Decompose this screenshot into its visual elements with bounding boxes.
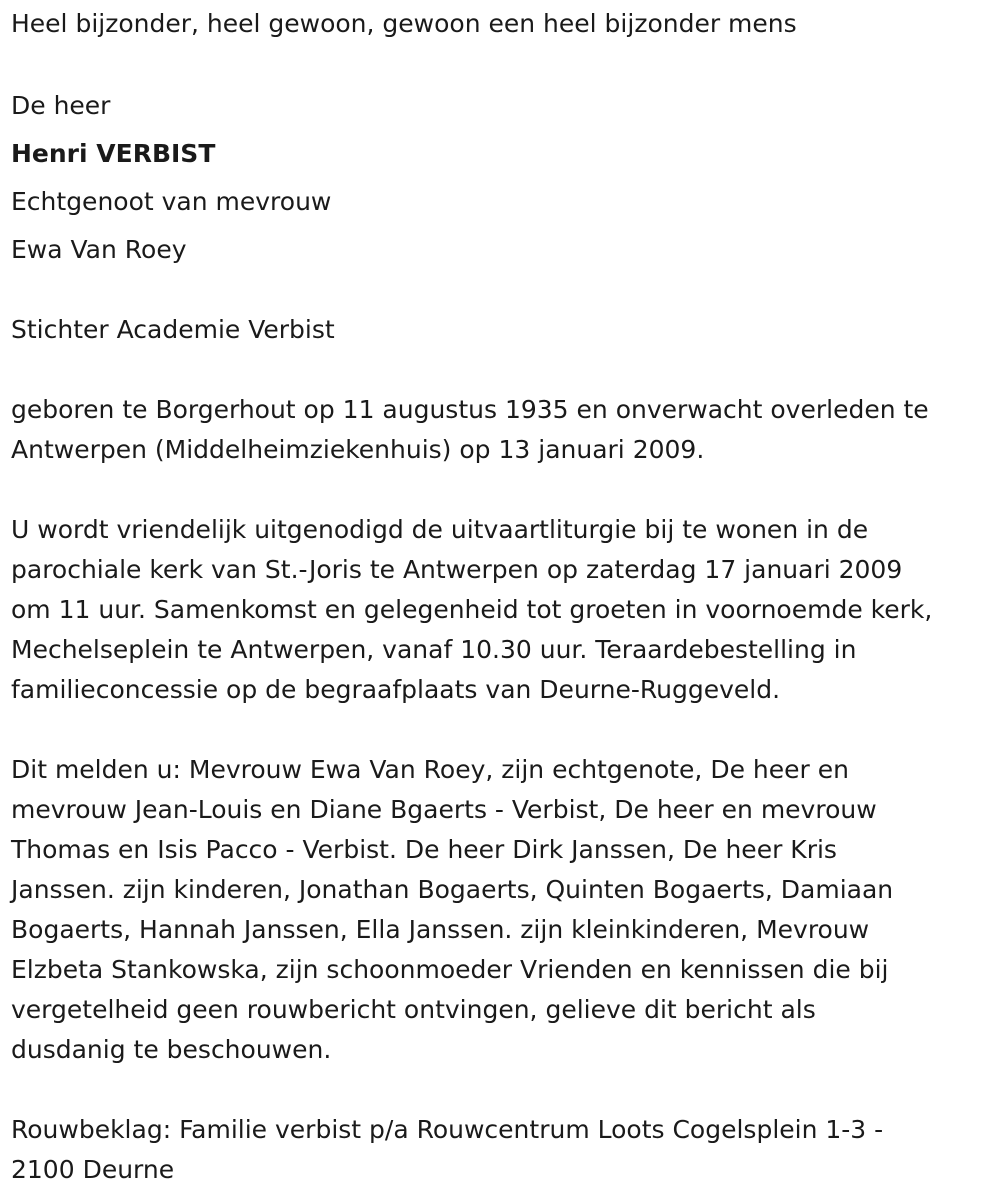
text-line: 2100 Deurne bbox=[11, 1155, 175, 1184]
text-line: Rouwbeklag: Familie verbist p/a Rouwcentrum Loots Cogelsplein 1-3 - bbox=[11, 1115, 884, 1144]
spouse-name: Ewa Van Roey bbox=[11, 235, 187, 264]
text-line: U wordt vriendelijk uitgenodigd de uitvaartliturgie bij te wonen in de bbox=[11, 515, 869, 544]
text-line: geboren te Borgerhout op 11 augustus 1935 en onverwacht overleden te bbox=[11, 395, 929, 424]
text-line: Bogaerts, Hannah Janssen, Ella Janssen. zijn kleinkinderen, Mevrouw bbox=[11, 915, 870, 944]
text-line: dusdanig te beschouwen. bbox=[11, 1035, 332, 1064]
motto: Heel bijzonder, heel gewoon, gewoon een heel bijzonder mens bbox=[11, 9, 797, 38]
text-line: Janssen. zijn kinderen, Jonathan Bogaerts, Quinten Bogaerts, Damiaan bbox=[11, 875, 894, 904]
role: Stichter Academie Verbist bbox=[11, 315, 335, 344]
announcers-paragraph bbox=[11, 750, 996, 1070]
text-line: Mechelseplein te Antwerpen, vanaf 10.30 uur. Teraardebestelling in bbox=[11, 635, 857, 664]
text-line: parochiale kerk van St.-Joris te Antwerpen op zaterdag 17 januari 2009 bbox=[11, 555, 903, 584]
spouse-label: Echtgenoot van mevrouw bbox=[11, 187, 332, 216]
text-line: Dit melden u: Mevrouw Ewa Van Roey, zijn echtgenote, De heer en bbox=[11, 755, 849, 784]
deceased-name: Henri VERBIST bbox=[11, 139, 216, 168]
condolence-paragraph bbox=[11, 1110, 996, 1190]
text-line: Thomas en Isis Pacco - Verbist. De heer Dirk Janssen, De heer Kris bbox=[11, 835, 837, 864]
text-line: Elzbeta Stankowska, zijn schoonmoeder Vrienden en kennissen die bij bbox=[11, 955, 889, 984]
text-line: mevrouw Jean-Louis en Diane Bgaerts - Verbist, De heer en mevrouw bbox=[11, 795, 877, 824]
salutation: De heer bbox=[11, 91, 111, 120]
text-line: familieconcessie op de begraafplaats van Deurne-Ruggeveld. bbox=[11, 675, 781, 704]
birth-death-paragraph bbox=[11, 390, 996, 470]
text-line: Antwerpen (Middelheimziekenhuis) op 13 januari 2009. bbox=[11, 435, 705, 464]
funeral-invitation-paragraph bbox=[11, 510, 996, 710]
text-line: vergetelheid geen rouwbericht ontvingen, gelieve dit bericht als bbox=[11, 995, 816, 1024]
text-line: om 11 uur. Samenkomst en gelegenheid tot groeten in voornoemde kerk, bbox=[11, 595, 933, 624]
